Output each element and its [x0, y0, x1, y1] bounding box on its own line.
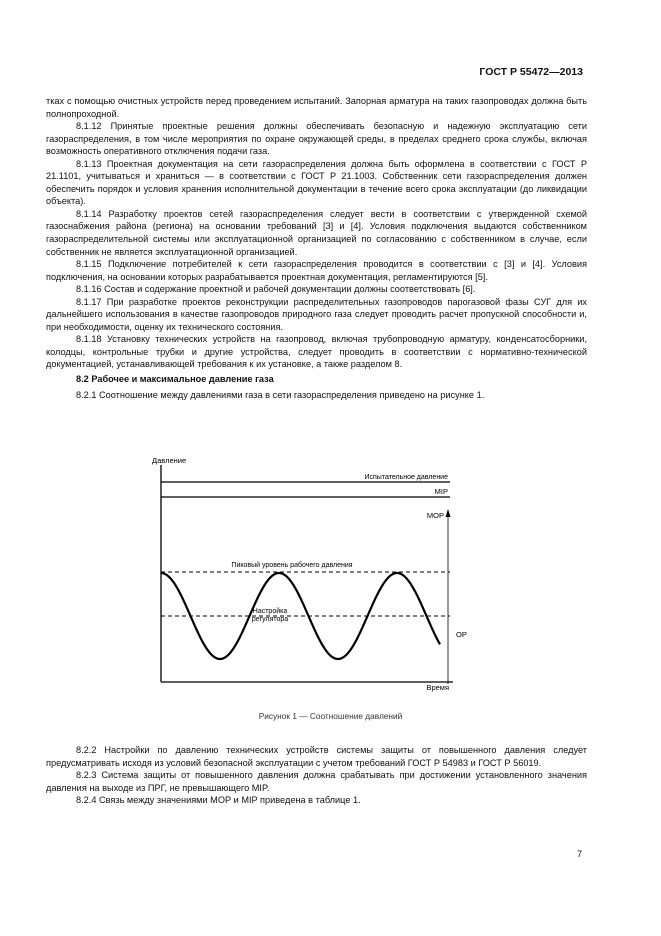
paragraph-8-2-4: 8.2.4 Связь между значениями МОР и MIP приведена в таблице 1. [76, 795, 361, 806]
body-text [46, 95, 587, 401]
regulator-setting-label-2: регулятора [251, 616, 289, 623]
paragraph-8-1-18: 8.1.18 Установку технических устройств на газопровод, включая трубопроводную арматуру, конденсатосборники, колодцы, контрольные трубки и другие устройства, следует проводить в соответствии с нормативно-технической документацией, устанавливающей требования к их установке, а также разделом 8. [46, 334, 587, 370]
figure-caption: Рисунок 1 — Соотношение давлений [258, 711, 403, 721]
page-number: 7 [577, 849, 583, 859]
regulator-setting-label-1: Настройка [252, 608, 288, 615]
peak-pressure-label: Пиковый уровень рабочего давления [231, 562, 353, 569]
paragraph-8-2-1: 8.2.1 Соотношение между давлениями газа в сети газораспределения приведено на рисунке 1. [76, 389, 485, 400]
paragraph-8-1-14: 8.1.14 Разработку проектов сетей газораспределения следует вести в соответствии с утвержденной схемой газоснабжения района (региона) на основании требований [3] и [4]. Условия подключения выдаются собственником газораспределительной системы или эксплуатационной организацией по согласованию с собственником в случае, если собственник не является эксплуатационной организацией. [46, 208, 587, 257]
paragraph-8-1-17: 8.1.17 При разработке проектов реконструкции распределительных газопроводов парогазовой фазы СУГ для их дальнейшего использования в качестве газопроводов природного газа следует проводить расчет пропускной способности и, при необходимости, оценку их технического состояния. [46, 296, 587, 332]
x-axis-label: Время [426, 683, 449, 692]
y-axis-label: Давление [152, 456, 187, 465]
paragraph-8-2-3: 8.2.3 Система защиты от повышенного давления должна срабатывать при достижении установленного значения давления на выходе из ПРГ, не превышающего MIP. [46, 770, 587, 793]
paragraph-8-1-12: 8.1.12 Принятые проектные решения должны обеспечивать безопасную и надежную эксплуатацию сети газораспределения, в том числе мероприятия по охране окружающей среды, в пределах среднего срока службы, включая возможность оперативного отключения подачи газа. [46, 121, 587, 157]
test-pressure-label: Испытательное давление [364, 474, 448, 481]
paragraph-8-2-2: 8.2.2 Настройки по давлению технических устройств системы защиты от повышенного давления следует предусматривать исходя из условий безопасной эксплуатации с учетом требований ГОСТ Р 54983 и ГОСТ Р 56019. [46, 745, 587, 768]
document-header: ГОСТ Р 55472—2013 [479, 66, 583, 78]
pressure-diagram [140, 452, 470, 692]
paragraph-8-1-13: 8.1.13 Проектная документация на сети газораспределения должна быть оформлена в соответствии с ГОСТ Р 21.1101, учитываться и храниться — в соответствии с ГОСТ Р 21.1003. Собственник сети газораспределения должен обеспечить порядок и условия хранения исполнительной документации в течение всего срока эксплуатации (до ликвидации объекта). [46, 158, 587, 207]
mip-label: MIP [434, 487, 448, 496]
body-text-continued [46, 744, 587, 807]
operating-pressure-curve [161, 573, 440, 659]
op-label: OP [456, 630, 467, 639]
mop-arrow-head [446, 509, 451, 517]
paragraph: тках с помощью очистных устройств перед проведением испытаний. Запорная арматура на таких газопроводах должна быть полнопроходной. [46, 96, 587, 119]
section-heading-8-2: 8.2 Рабочее и максимальное давление газа [76, 374, 274, 385]
mop-label: MOP [426, 511, 444, 520]
paragraph-8-1-16: 8.1.16 Состав и содержание проектной и рабочей документации должны соответствовать [6]. [76, 284, 476, 295]
paragraph-8-1-15: 8.1.15 Подключение потребителей к сети газораспределения проводится в соответствии с [3] и [4]. Условия подключения, на основании которых разрабатывается проектная документация, регламентируются [5]. [46, 259, 587, 282]
